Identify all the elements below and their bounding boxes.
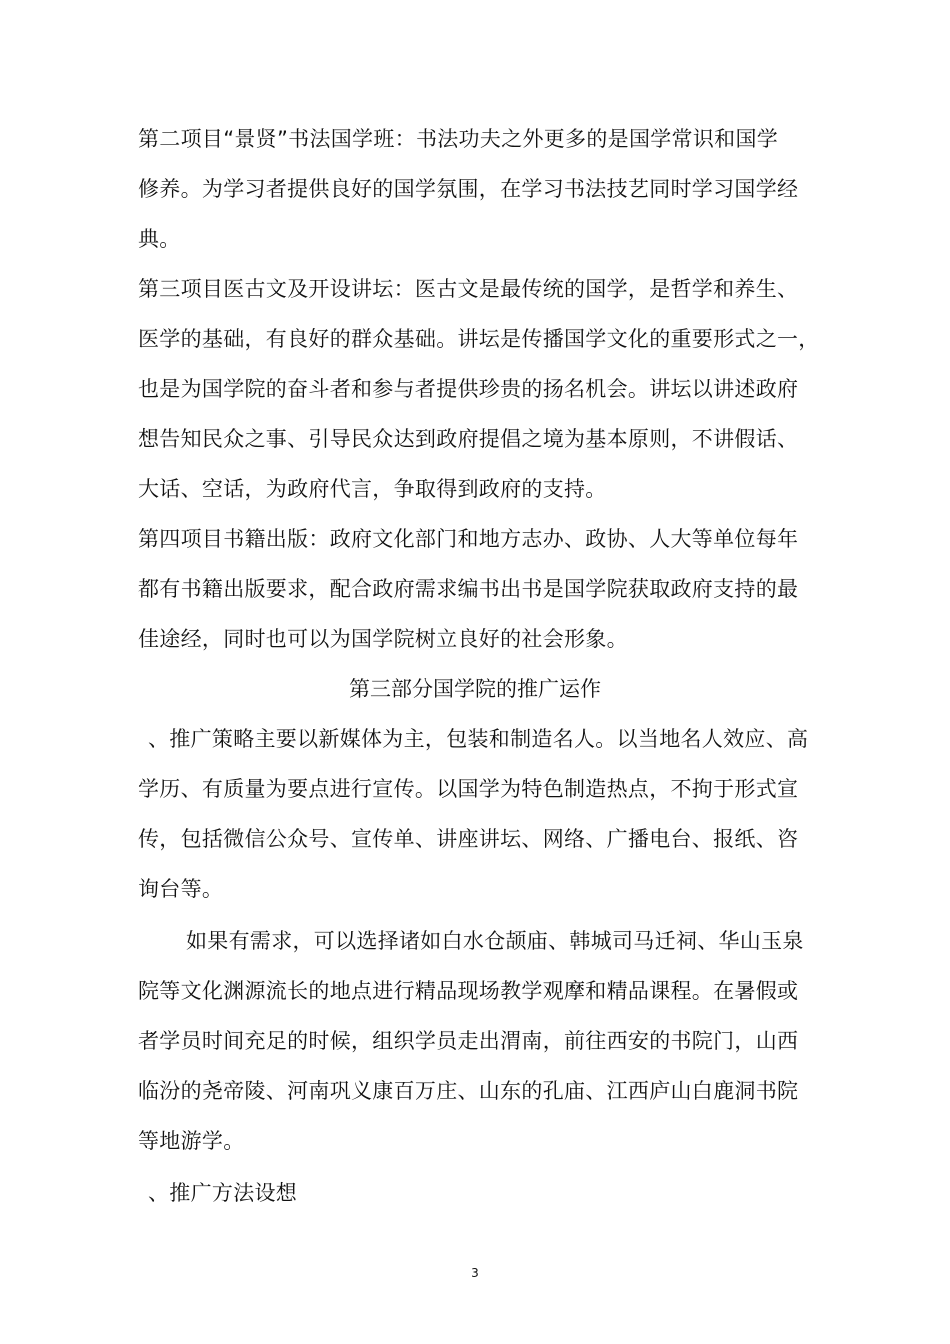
text-line: 佳途经，同时也可以为国学院树立良好的社会形象。 bbox=[138, 627, 628, 651]
text-line: 、推广策略主要以新媒体为主，包装和制造名人。以当地名人效应、高 bbox=[148, 727, 809, 751]
text-line: 大话、空话，为政府代言，争取得到政府的支持。 bbox=[138, 477, 607, 501]
text-line: 也是为国学院的奋斗者和参与者提供珍贵的扬名机会。讲坛以讲述政府 bbox=[138, 377, 799, 401]
section-heading: 第三部分国学院的推广运作 bbox=[349, 677, 601, 701]
text-line: 医学的基础，有良好的群众基础。讲坛是传播国学文化的重要形式之一， bbox=[138, 327, 820, 351]
text-line: 第四项目书籍出版：政府文化部门和地方志办、政协、人大等单位每年 bbox=[138, 527, 799, 551]
text-line: 等地游学。 bbox=[138, 1129, 245, 1153]
page-number: 3 bbox=[471, 1266, 479, 1280]
text-line: 第三项目医古文及开设讲坛：医古文是最传统的国学，是哲学和养生、 bbox=[138, 277, 799, 301]
text-line: 询台等。 bbox=[138, 877, 224, 901]
text-line: 想告知民众之事、引导民众达到政府提倡之境为基本原则，不讲假话、 bbox=[138, 427, 799, 451]
text-line: 如果有需求，可以选择诸如白水仓颉庙、韩城司马迁祠、华山玉泉 bbox=[186, 929, 804, 953]
text-line: 学历、有质量为要点进行宣传。以国学为特色制造热点，不拘于形式宣 bbox=[138, 777, 799, 801]
text-line: 者学员时间充足的时候，组织学员走出渭南，前往西安的书院门，山西 bbox=[138, 1029, 799, 1053]
text-line: 修养。为学习者提供良好的国学氛围，在学习书法技艺同时学习国学经 bbox=[138, 177, 799, 201]
text-line: 典。 bbox=[138, 227, 181, 251]
text-line: 、推广方法设想 bbox=[148, 1181, 298, 1205]
text-line: 院等文化渊源流长的地点进行精品现场教学观摩和精品课程。在暑假或 bbox=[138, 979, 799, 1003]
text-line: 传，包括微信公众号、宣传单、讲座讲坛、网络、广播电台、报纸、咨 bbox=[138, 827, 799, 851]
text-line: 临汾的尧帝陵、河南巩义康百万庄、山东的孔庙、江西庐山白鹿洞书院 bbox=[138, 1079, 799, 1103]
text-line: 第二项目“景贤”书法国学班：书法功夫之外更多的是国学常识和国学 bbox=[138, 127, 779, 151]
text-line: 都有书籍出版要求，配合政府需求编书出书是国学院获取政府支持的最 bbox=[138, 577, 799, 601]
